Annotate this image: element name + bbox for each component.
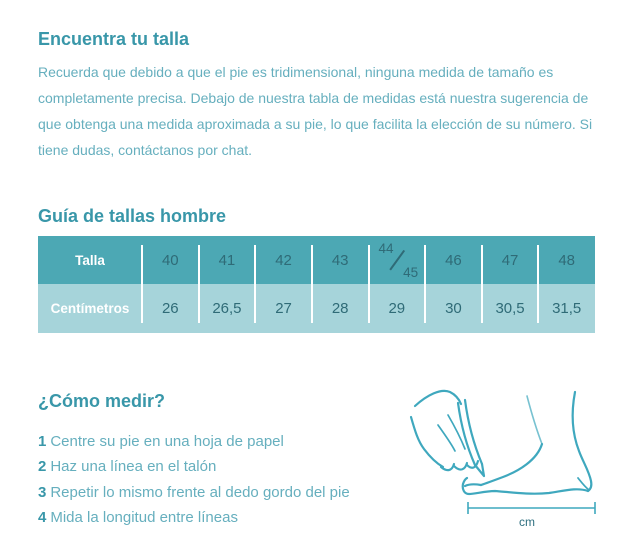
size-45-label: 45 <box>403 265 419 280</box>
size-cell-46: 46 <box>425 236 482 284</box>
cm-cell-26: 26 <box>142 284 199 333</box>
measure-step-1 <box>38 429 408 454</box>
step-text: Repetir lo mismo frente al dedo gordo del pie <box>50 483 350 501</box>
size-cell-40: 40 <box>142 236 199 284</box>
step-number: 2 <box>38 458 47 476</box>
foot-measure-illustration <box>405 383 605 533</box>
size-cell-43: 43 <box>312 236 369 284</box>
hand-pencil-drawing <box>411 391 484 476</box>
foot-outline <box>463 392 592 494</box>
cm-cell-29: 29 <box>369 284 426 333</box>
measure-line <box>468 502 595 514</box>
size-44-label: 44 <box>378 241 394 256</box>
cm-cell-30-5: 30,5 <box>482 284 539 333</box>
size-guide-title: Guía de tallas hombre <box>38 206 227 226</box>
size-cell-44-45 <box>369 236 426 284</box>
cm-cell-28: 28 <box>312 284 369 333</box>
how-to-title: ¿Cómo medir? <box>38 391 166 411</box>
cm-cell-27: 27 <box>255 284 312 333</box>
size-cell-48: 48 <box>538 236 595 284</box>
size-row-label: Talla <box>38 236 142 284</box>
step-number: 4 <box>38 509 47 527</box>
page-title: Encuentra tu talla <box>38 29 190 49</box>
step-text: Mida la longitud entre líneas <box>50 509 238 527</box>
measure-step-2 <box>38 454 408 479</box>
measure-step-4 <box>38 505 408 530</box>
size-cell-42: 42 <box>255 236 312 284</box>
size-cell-47: 47 <box>482 236 539 284</box>
step-text: Centre su pie en una hoja de papel <box>50 433 284 450</box>
step-number: 1 <box>38 433 47 450</box>
cm-cell-30: 30 <box>425 284 482 333</box>
step-number: 3 <box>38 483 47 501</box>
cm-label: cm <box>519 515 535 529</box>
step-text: Haz una línea en el talón <box>50 458 217 476</box>
measure-step-3 <box>38 480 408 505</box>
measure-steps-list <box>38 429 408 531</box>
cm-cell-31-5: 31,5 <box>538 284 595 333</box>
intro-paragraph: Recuerda que debido a que el pie es tridimensional, ninguna medida de tamaño es completamente precisa. Debajo de nuestra tabla de medidas está nuestra sugerencia de que obtenga una medida aproximada a su pie, lo que facilita la elección de su número. Si tiene dudas, contáctanos por chat. <box>38 64 593 158</box>
size-cell-41: 41 <box>199 236 256 284</box>
cm-row-label: Centímetros <box>38 284 142 333</box>
size-table <box>38 236 595 333</box>
cm-cell-26-5: 26,5 <box>199 284 256 333</box>
